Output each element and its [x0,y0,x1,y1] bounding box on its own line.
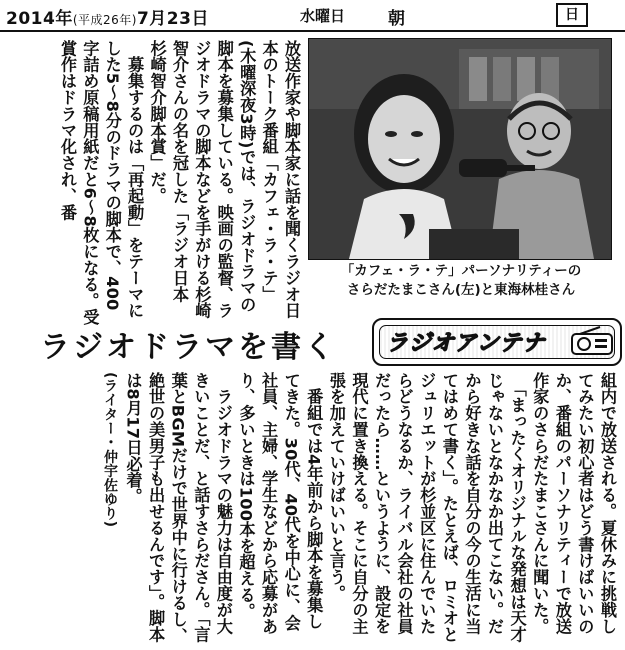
article-body-top: 放送作家や脚本家に話を聞くラジオ日本のトーク番組「カフェ・ラ・テ」(木曜深夜3時)では、ラジオドラマの脚本を募集している。映画の監督、ラジオドラマの脚本などを手がける杉崎智介さんの名を冠した「ラジオ日本 杉崎智介脚本賞」だ。 募集するのは「再起動」をテーマにした5〜8分のドラマの脚本で、400字詰め原稿用紙だと6〜8枚になる。受賞作はドラマ化され、番 [57,40,301,326]
photo-caption [310,262,612,300]
issue-month-day: 7月23日 [136,9,209,29]
page-mark: 日 [556,3,588,27]
article-photo [308,38,612,260]
series-banner-title: ラジオアンテナ [386,331,546,356]
photo-illustration [309,39,611,259]
newspaper-header [0,0,625,32]
photo-caption-line2: さらだたまこさん(左)と東海林桂さん [346,282,576,298]
article-body-bottom-text: 組内で放送される。夏休みに挑戦してみたい初心者はどう書けばいいのか、番組のパーソナリティーで放送作家のさらだたまこさんに聞いた。 「まったくオリジナルな発想は天才じゃないとなかなか出てこない。だから好きな話を自分の今の生活に当てはめて書く」。たとえば、ロミオとジュリエットが杉並区に住んでいたらどうなるか、ライバル会社の社員だったら……というように、設定を現代に置き換える。そこに自分の主張を加えていけばいいと言う。 番組では4年前から脚本を募集してきた。30代、40代を中心に、会社員、主婦、学生などから応募があり、多いときは100本を超える。 ラジオドラマの魅力は自由度が大きいことだ、と話すさらださん。「言葉とBGMだけで世界中に行けるし、絶世の美男子も出せるんです」。脚本は8月17日必着。 [123,372,617,644]
byline: (ライター・仲宇佐ゆり) [101,372,118,528]
issue-year: 2014年 [6,9,73,29]
issue-weekday: 水曜日 [300,7,346,25]
series-banner [372,318,622,366]
issue-era: (平成26年) [72,13,137,27]
photo-caption-line1: 「カフェ・ラ・テ」パーソナリティーの [340,263,582,279]
edition-label: 朝 [388,9,405,29]
issue-date [6,4,209,29]
radio-icon [570,326,614,360]
article-body-bottom [6,372,618,644]
article-headline: ラジオドラマを書く [40,330,337,365]
